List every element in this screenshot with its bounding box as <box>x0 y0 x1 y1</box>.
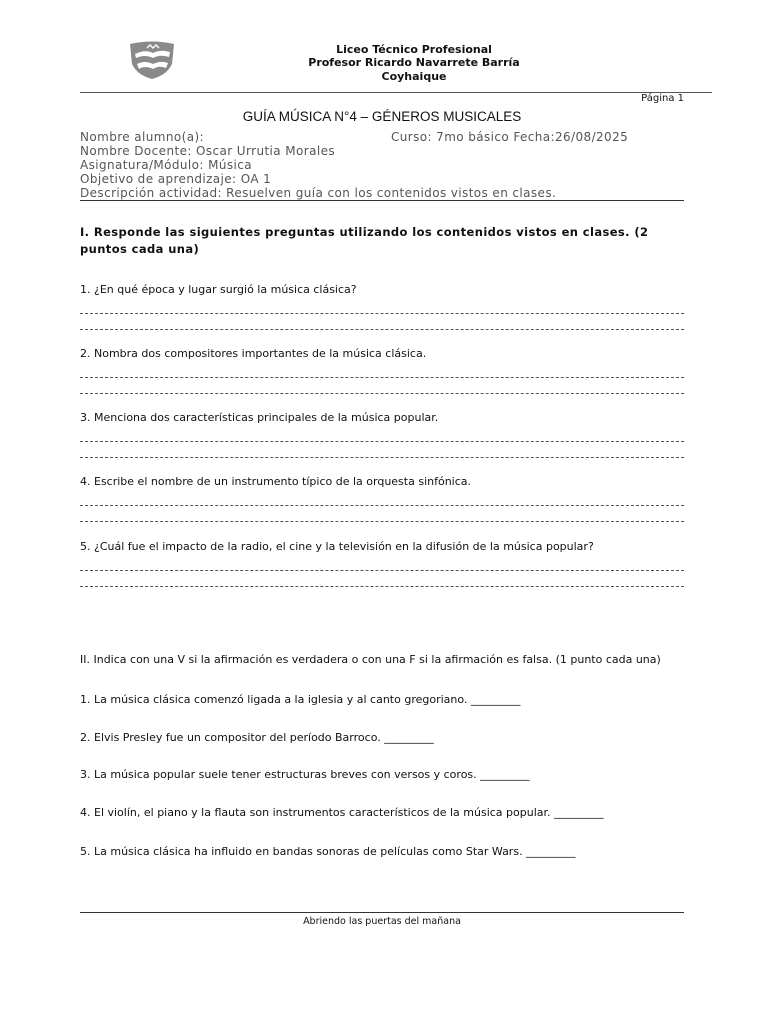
school-name: Liceo Técnico Profesional <box>336 43 492 56</box>
footer-divider <box>80 912 684 913</box>
subject: Asignatura/Módulo: Música <box>80 158 252 172</box>
info-divider <box>80 200 684 201</box>
answer-line-2b[interactable] <box>80 393 684 394</box>
activity-description: Descripción actividad: Resuelven guía con los contenidos vistos en clases. <box>80 186 557 200</box>
question-2: 2. Nombra dos compositores importantes de la música clásica. <box>80 347 427 360</box>
student-name-label: Nombre alumno(a): <box>80 130 204 144</box>
school-full-name: Profesor Ricardo Navarrete Barría <box>308 56 520 69</box>
question-5: 5. ¿Cuál fue el impacto de la radio, el cine y la televisión en la difusión de la música popular? <box>80 540 594 553</box>
question-1: 1. ¿En qué época y lugar surgió la música clásica? <box>80 283 357 296</box>
footer-motto: Abriendo las puertas del mañana <box>303 916 461 927</box>
school-crest-icon <box>127 40 177 80</box>
question-3: 3. Menciona dos características principales de la música popular. <box>80 411 439 424</box>
true-false-item-3[interactable]: 3. La música popular suele tener estructuras breves con versos y coros. _________ <box>80 768 530 781</box>
learning-objective: Objetivo de aprendizaje: OA 1 <box>80 172 272 186</box>
section1-heading: I. Responde las siguientes preguntas utilizando los contenidos vistos en clases. (2 puntos cada una) <box>80 225 649 256</box>
school-city: Coyhaique <box>381 70 447 83</box>
true-false-item-1[interactable]: 1. La música clásica comenzó ligada a la iglesia y al canto gregoriano. _________ <box>80 693 521 706</box>
teacher-name: Nombre Docente: Oscar Urrutia Morales <box>80 144 336 158</box>
answer-line-3a[interactable] <box>80 441 684 442</box>
true-false-item-4[interactable]: 4. El violín, el piano y la flauta son instrumentos característicos de la música popular. _________ <box>80 806 604 819</box>
answer-line-5a[interactable] <box>80 570 684 571</box>
answer-line-1b[interactable] <box>80 329 684 330</box>
true-false-item-5[interactable]: 5. La música clásica ha influido en bandas sonoras de películas como Star Wars. _________ <box>80 845 576 858</box>
true-false-item-2[interactable]: 2. Elvis Presley fue un compositor del período Barroco. _________ <box>80 731 434 744</box>
answer-line-4b[interactable] <box>80 521 684 522</box>
page-number: Página 1 <box>641 93 684 104</box>
answer-line-2a[interactable] <box>80 377 684 378</box>
answer-line-4a[interactable] <box>80 505 684 506</box>
question-4: 4. Escribe el nombre de un instrumento típico de la orquesta sinfónica. <box>80 475 472 488</box>
section2-heading: II. Indica con una V si la afirmación es verdadera o con una F si la afirmación es falsa. (1 punto cada una) <box>80 653 661 666</box>
page-title: GUÍA MÚSICA N°4 – GÉNEROS MUSICALES <box>242 109 522 124</box>
course-date: Curso: 7mo básico Fecha:26/08/2025 <box>391 130 629 144</box>
answer-line-3b[interactable] <box>80 457 684 458</box>
answer-line-5b[interactable] <box>80 586 684 587</box>
answer-line-1a[interactable] <box>80 313 684 314</box>
